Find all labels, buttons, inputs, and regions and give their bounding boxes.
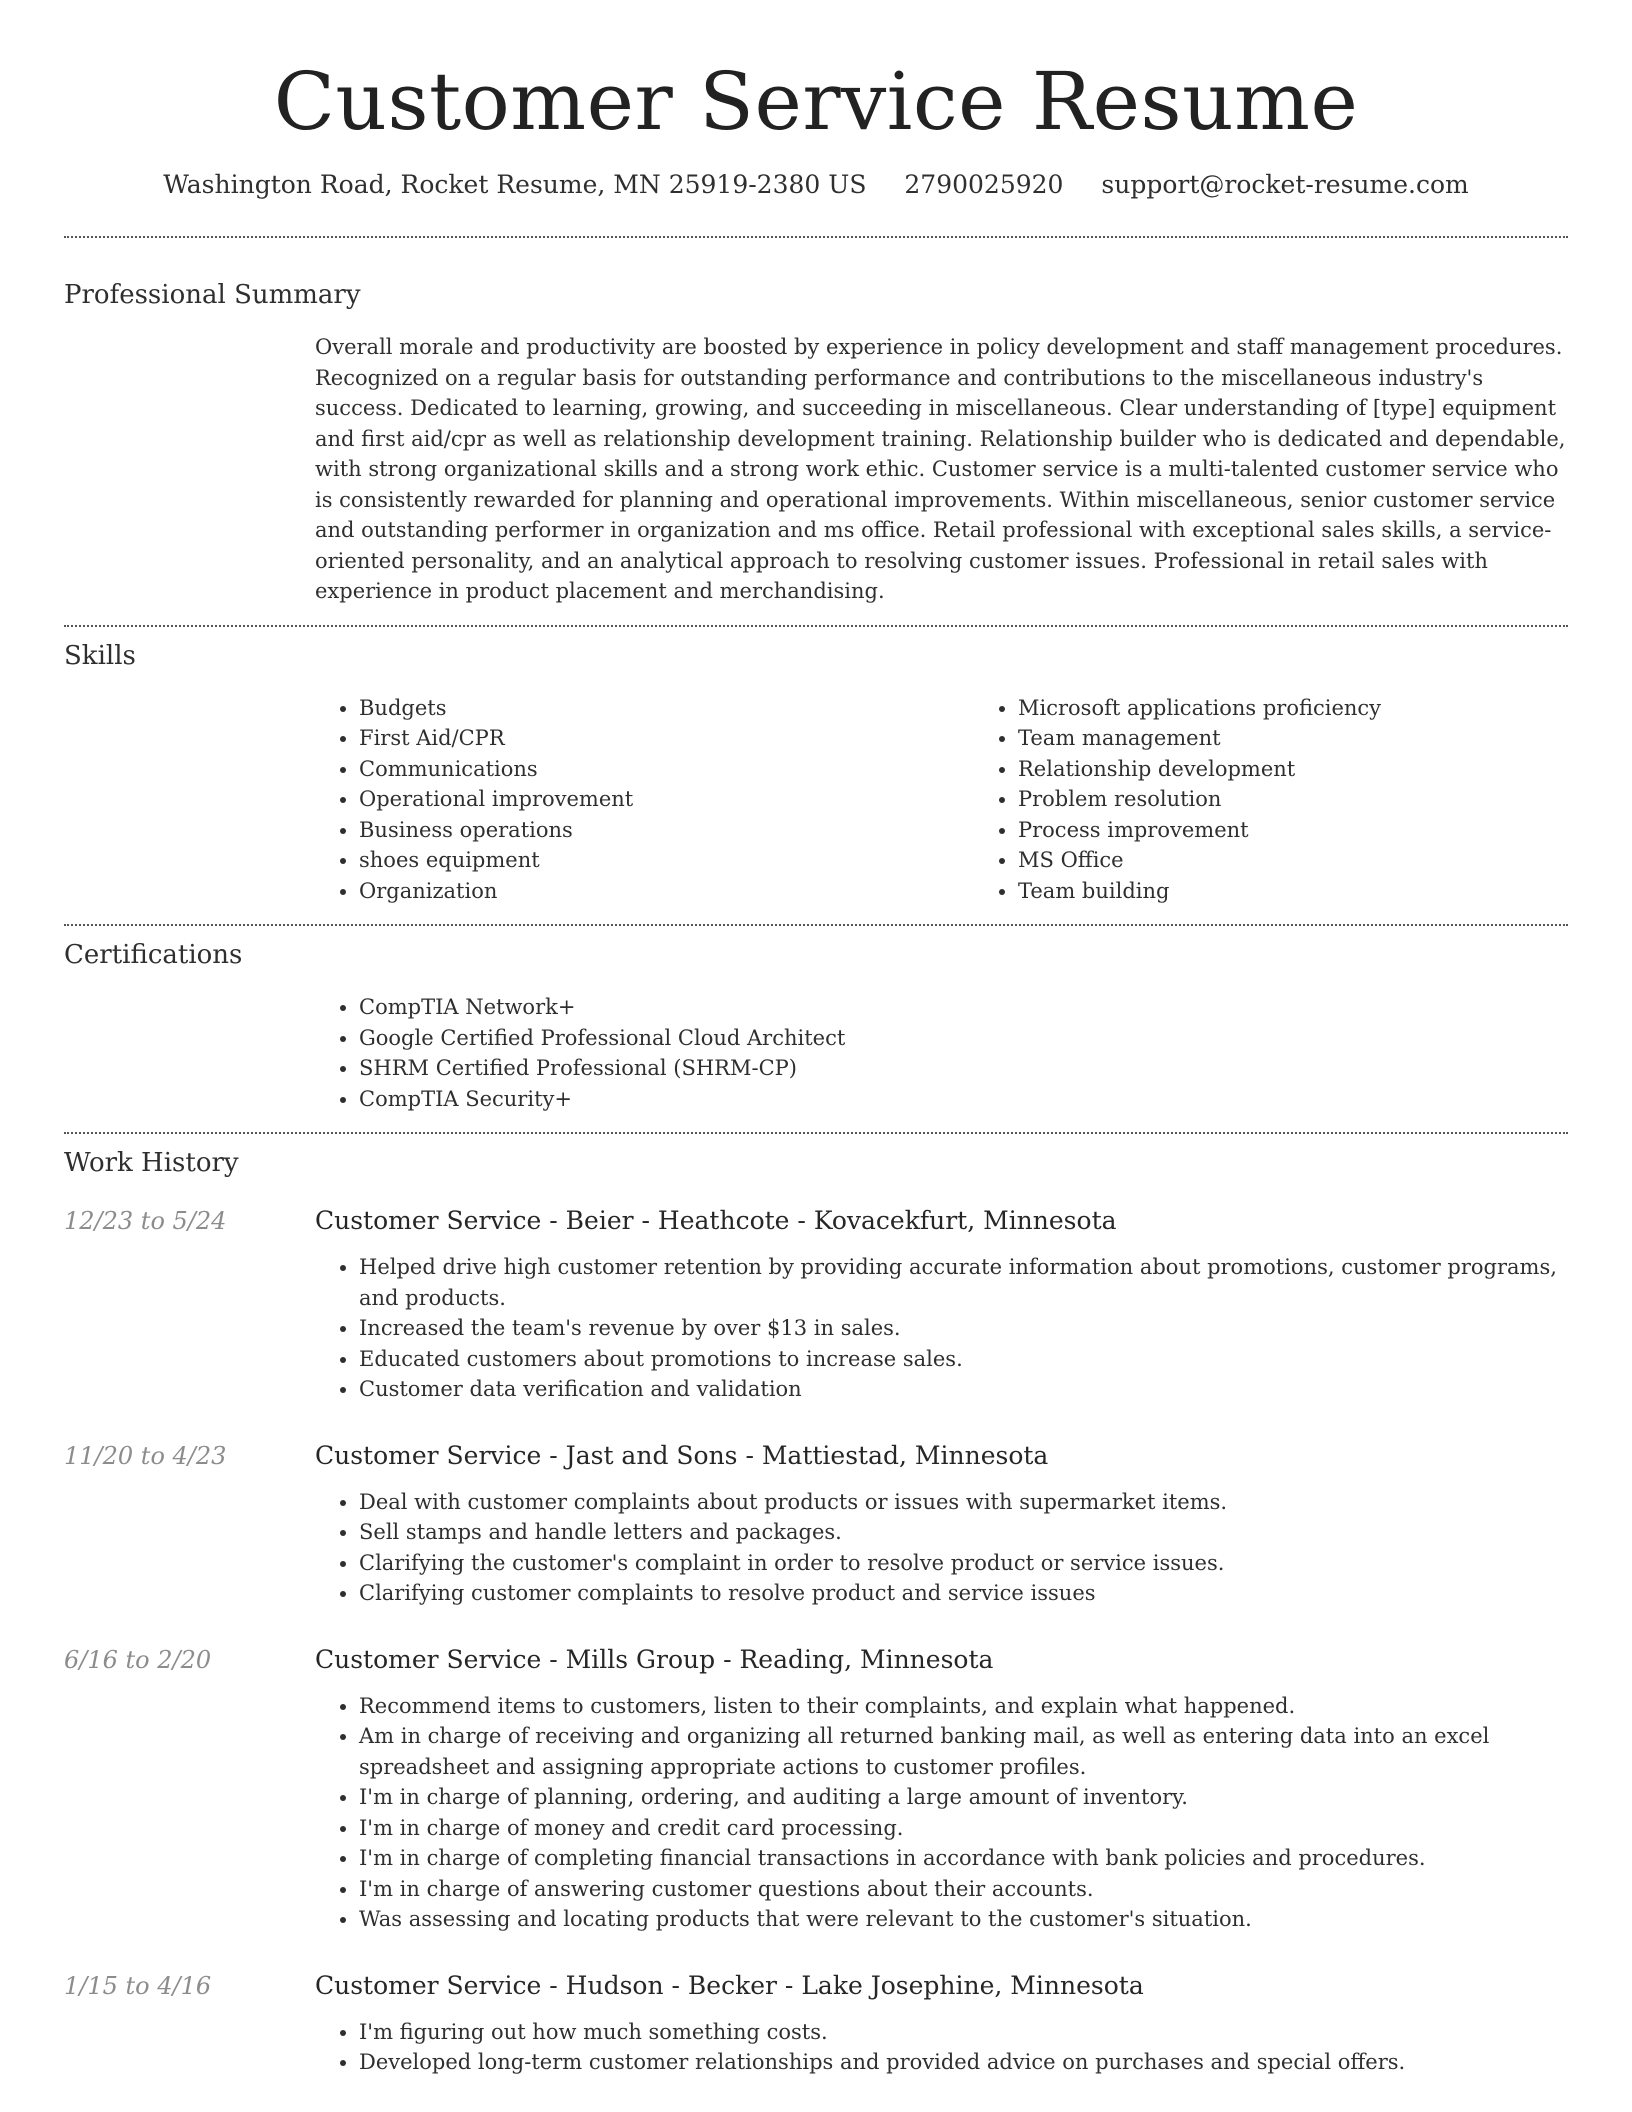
job-dates: 1/15 to 4/16 — [64, 1971, 212, 2000]
job-dates: 6/16 to 2/20 — [64, 1645, 212, 1674]
list-item: • Process improvement — [1018, 815, 1632, 846]
resume-page — [64, 0, 1568, 2078]
list-item: • Organization — [359, 876, 974, 907]
list-item: • Sell stamps and handle letters and packages. — [359, 1517, 1568, 1548]
skills-column-right — [974, 693, 1632, 907]
summary-section — [64, 238, 1568, 607]
list-item: • Operational improvement — [359, 784, 974, 815]
list-item: • Microsoft applications proficiency — [1018, 693, 1632, 724]
list-item: • Am in charge of receiving and organizing all returned banking mail, as well as entering data into an excel spreadsheet and assigning appropriate actions to customer profiles. — [359, 1721, 1568, 1782]
skills-list — [315, 693, 1568, 907]
list-item: • Deal with customer complaints about products or issues with supermarket items. — [359, 1487, 1568, 1518]
work-section — [64, 1134, 1568, 2078]
list-item: • CompTIA Network+ — [359, 992, 1568, 1023]
page-title: Customer Service Resume — [273, 55, 1359, 148]
list-item: • Customer data verification and validation — [359, 1374, 1568, 1405]
list-item: • Relationship development — [1018, 754, 1632, 785]
job-dates: 12/23 to 5/24 — [64, 1207, 227, 1235]
list-item: • Business operations — [359, 815, 974, 846]
list-item: • Increased the team's revenue by over $13 in sales. — [359, 1313, 1568, 1344]
list-item: • I'm in charge of planning, ordering, and auditing a large amount of inventory. — [359, 1782, 1568, 1813]
list-item: • shoes equipment — [359, 845, 974, 876]
list-item: • Was assessing and locating products that were relevant to the customer's situation. — [359, 1904, 1568, 1935]
work-heading: Work History — [64, 1148, 239, 1178]
list-item: • Developed long-term customer relationships and provided advice on purchases and special offers. — [359, 2047, 1568, 2078]
job-bullets — [315, 1691, 1568, 1935]
list-item: • Educated customers about promotions to increase sales. — [359, 1344, 1568, 1375]
list-item: • First Aid/CPR — [359, 723, 974, 754]
certifications-heading: Certifications — [64, 940, 243, 970]
job-title: Customer Service - Beier - Heathcote - Kovacekfurt, Minnesota — [315, 1206, 1117, 1235]
list-item: • I'm in charge of completing financial transactions in accordance with bank policies and procedures. — [359, 1843, 1568, 1874]
list-item: • Budgets — [359, 693, 974, 724]
job-title: Customer Service - Hudson - Becker - Lake Josephine, Minnesota — [315, 1970, 1144, 2000]
list-item: • Google Certified Professional Cloud Architect — [359, 1023, 1568, 1054]
job-bullets — [315, 1252, 1568, 1405]
list-item: • Clarifying the customer's complaint in order to resolve product or service issues. — [359, 1548, 1568, 1579]
job-entry — [64, 1204, 1568, 1405]
list-item: • I'm in charge of answering customer questions about their accounts. — [359, 1874, 1568, 1905]
certifications-list — [315, 992, 1568, 1114]
list-item: • I'm in charge of money and credit card processing. — [359, 1813, 1568, 1844]
list-item: • Helped drive high customer retention by providing accurate information about promotions, customer programs, and products. — [359, 1252, 1568, 1313]
job-entry — [64, 1439, 1568, 1609]
list-item: • Communications — [359, 754, 974, 785]
job-dates: 11/20 to 4/23 — [64, 1441, 227, 1470]
certifications-ul — [315, 992, 1568, 1114]
contact-email: support@rocket-resume.com — [1101, 170, 1469, 199]
list-item: • MS Office — [1018, 845, 1632, 876]
skills-section — [64, 627, 1568, 907]
list-item: • Clarifying customer complaints to resolve product and service issues — [359, 1578, 1568, 1609]
job-title: Customer Service - Jast and Sons - Mattiestad, Minnesota — [315, 1440, 1049, 1470]
list-item: • SHRM Certified Professional (SHRM-CP) — [359, 1053, 1568, 1084]
list-item: • I'm figuring out how much something costs. — [359, 2017, 1568, 2048]
list-item: • Team building — [1018, 876, 1632, 907]
contact-address: Washington Road, Rocket Resume, MN 25919-2380 US — [163, 170, 867, 199]
skills-column-left — [315, 693, 974, 907]
list-item: • CompTIA Security+ — [359, 1084, 1568, 1115]
job-entry — [64, 1643, 1568, 1935]
summary-body — [315, 332, 1568, 607]
job-entry — [64, 1969, 1568, 2078]
job-bullets — [315, 2017, 1568, 2078]
summary-heading: Professional Summary — [64, 280, 361, 310]
list-item: • Team management — [1018, 723, 1632, 754]
certifications-section — [64, 926, 1568, 1114]
job-bullets — [315, 1487, 1568, 1609]
contact-line — [64, 168, 1568, 202]
job-title: Customer Service - Mills Group - Reading, Minnesota — [315, 1644, 994, 1674]
skills-heading: Skills — [64, 640, 136, 671]
list-item: • Problem resolution — [1018, 784, 1632, 815]
list-item: • Recommend items to customers, listen to their complaints, and explain what happened. — [359, 1691, 1568, 1722]
summary-text: Overall morale and productivity are boosted by experience in policy development and staff management procedures. Recognized on a regular basis for outstanding performance and contributions to the miscellaneous industry's success. Dedicated to learning, growing, and succeeding in miscellaneous. Clear understanding of [type] equipment and first aid/cpr as well as relationship development training. Relationship builder who is dedicated and dependable, with strong organizational skills and a strong work ethic. Customer service is a multi-talented customer service who is consistently rewarded for planning and operational improvements. Within miscellaneous, senior customer service and outstanding performer in organization and ms office. Retail professional with exceptional sales skills, a service-oriented personality, and an analytical approach to resolving customer issues. Professional in retail sales with experience in product placement and merchandising. — [315, 335, 1566, 603]
contact-phone: 2790025920 — [904, 170, 1064, 199]
